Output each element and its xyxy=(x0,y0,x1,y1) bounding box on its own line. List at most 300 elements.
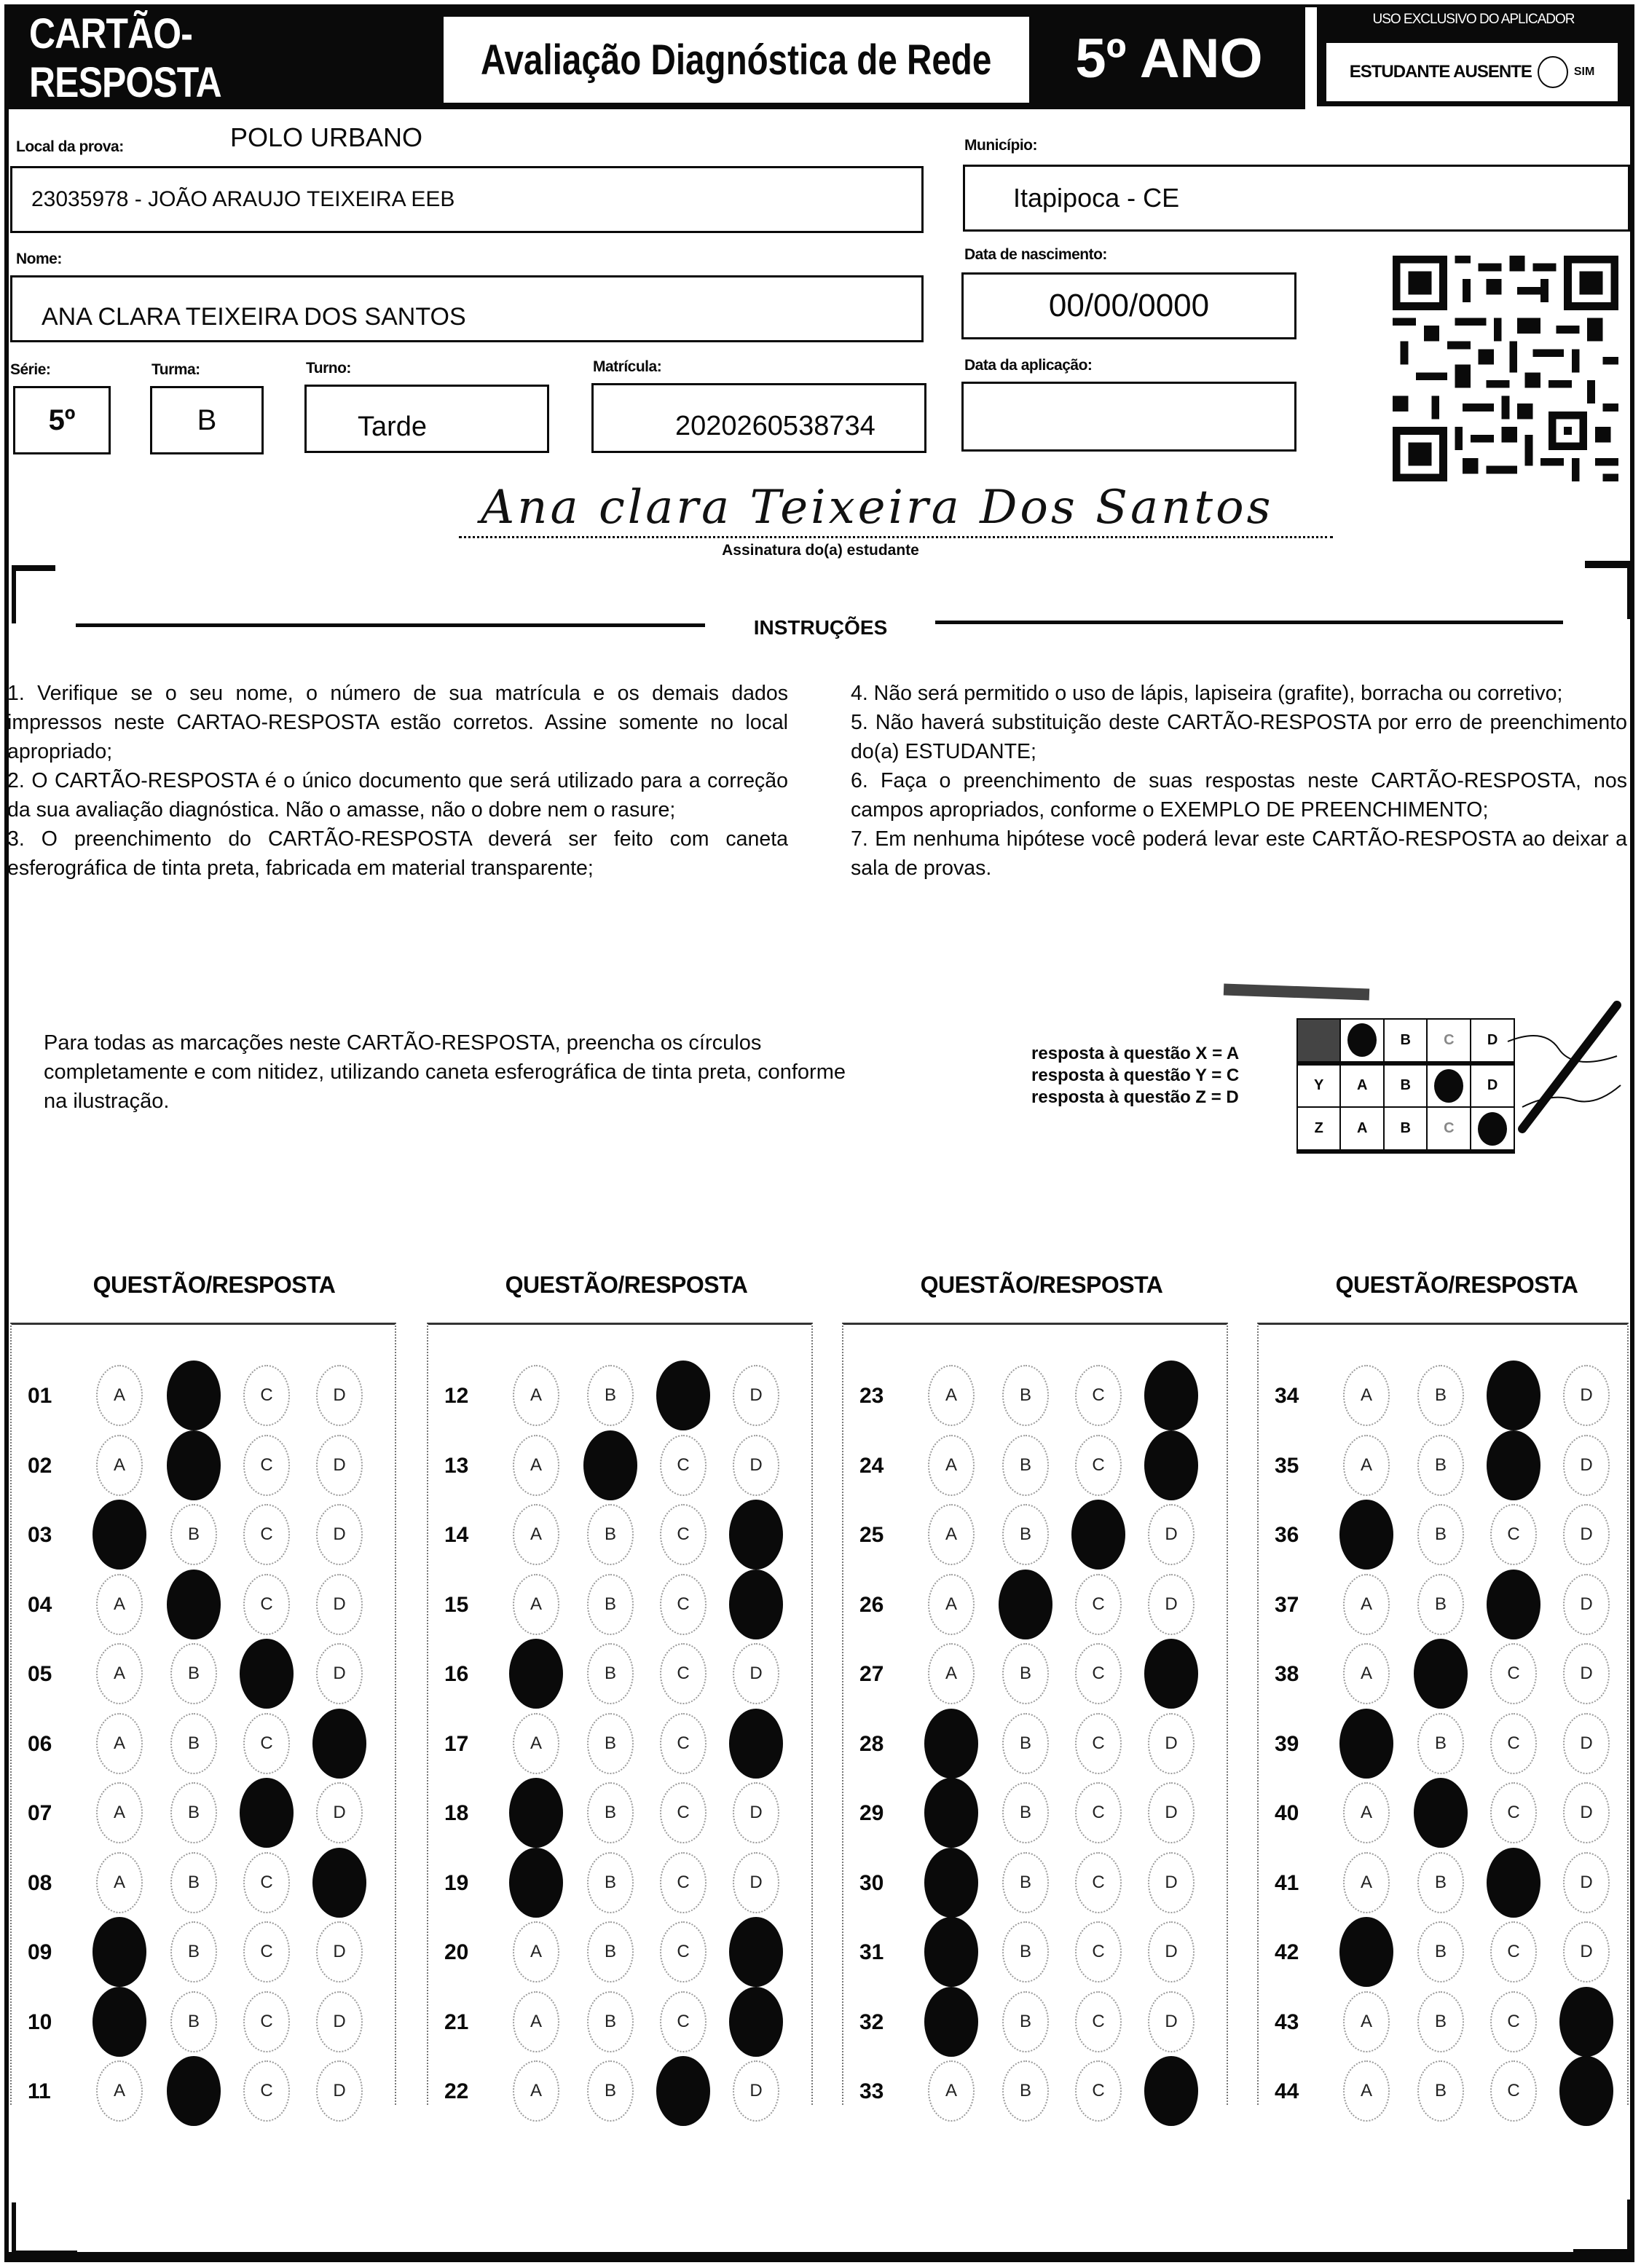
answer-bubble[interactable] xyxy=(1417,1504,1464,1565)
answer-bubble[interactable] xyxy=(587,1921,634,1982)
answer-bubble-filled[interactable] xyxy=(924,1709,978,1779)
option-letter xyxy=(1580,2081,1592,2101)
question-row xyxy=(428,1848,811,1918)
question-number: 44 xyxy=(1275,2079,1299,2103)
answer-bubble[interactable] xyxy=(1075,1365,1122,1426)
turno-label: Turno: xyxy=(306,360,351,377)
answer-bubble[interactable] xyxy=(1417,1713,1464,1774)
answer-bubble-filled[interactable] xyxy=(924,1848,978,1918)
instructions-left-column xyxy=(7,679,788,883)
question-number: 35 xyxy=(1275,1453,1299,1478)
turma-value: B xyxy=(197,403,217,436)
option-letter: D xyxy=(1165,1803,1178,1822)
answer-bubble-filled[interactable] xyxy=(656,2056,710,2126)
answer-bubble-filled[interactable] xyxy=(1144,1361,1198,1430)
answer-bubble[interactable] xyxy=(1563,1365,1610,1426)
question-number: 41 xyxy=(1275,1870,1299,1895)
option-letter xyxy=(1507,1594,1519,1615)
answer-bubble[interactable] xyxy=(243,1713,290,1774)
answer-bubble[interactable] xyxy=(660,1504,707,1565)
answer-bubble[interactable] xyxy=(243,2060,290,2122)
answer-bubble[interactable] xyxy=(96,1435,143,1496)
answer-bubble[interactable] xyxy=(170,1643,217,1704)
question-number: 15 xyxy=(444,1592,469,1617)
answer-bubble[interactable] xyxy=(96,1782,143,1843)
option-letter xyxy=(677,2081,689,2101)
answer-bubble-filled[interactable] xyxy=(93,1500,146,1570)
answer-bubble[interactable] xyxy=(170,1713,217,1774)
option-letter xyxy=(1507,1873,1519,1893)
answer-bubble-filled[interactable] xyxy=(583,1430,637,1500)
option-letter: B xyxy=(604,1803,616,1822)
option-letter xyxy=(530,1663,542,1684)
option-letter: A xyxy=(113,1385,125,1405)
question-row xyxy=(428,1918,811,1988)
answer-bubble[interactable] xyxy=(733,2060,779,2122)
answer-bubble[interactable] xyxy=(1417,1991,1464,2052)
answer-bubble[interactable] xyxy=(660,1713,707,1774)
answer-bubble[interactable] xyxy=(660,1991,707,2052)
option-letter: A xyxy=(1360,1803,1372,1822)
answer-bubble-filled[interactable] xyxy=(1487,1361,1540,1430)
answer-bubble[interactable] xyxy=(243,1365,290,1426)
answer-bubble-filled[interactable] xyxy=(729,1709,783,1779)
answer-bubble-filled[interactable] xyxy=(93,1917,146,1987)
answer-bubble-filled[interactable] xyxy=(167,1361,221,1430)
option-letter xyxy=(1165,1385,1177,1406)
answer-bubble[interactable] xyxy=(1148,1921,1195,1982)
option-letter: C xyxy=(1507,2011,1520,2031)
answer-bubble[interactable] xyxy=(1002,1852,1049,1913)
answer-bubble-filled[interactable] xyxy=(509,1848,563,1918)
question-number: 10 xyxy=(28,2009,52,2034)
answer-bubble[interactable] xyxy=(243,1991,290,2052)
answer-bubble[interactable] xyxy=(1417,1852,1464,1913)
answer-bubble[interactable] xyxy=(587,1782,634,1843)
option-letter: B xyxy=(1019,2081,1031,2100)
answer-bubble[interactable] xyxy=(513,2060,559,2122)
answer-bubble[interactable] xyxy=(170,1504,217,1565)
answer-bubble[interactable] xyxy=(96,1643,143,1704)
option-letter: C xyxy=(1507,2081,1520,2100)
option-letter xyxy=(945,1733,957,1754)
answer-bubble[interactable] xyxy=(1343,1852,1390,1913)
answer-bubble-filled[interactable] xyxy=(509,1778,563,1848)
student-signature: Ana clara Teixeira Dos Santos xyxy=(481,481,1274,535)
answer-bubble[interactable] xyxy=(513,1921,559,1982)
question-row xyxy=(12,1779,395,1848)
answer-bubble-filled[interactable] xyxy=(240,1639,294,1709)
answer-bubble[interactable] xyxy=(1563,1504,1610,1565)
answer-bubble[interactable] xyxy=(1490,1713,1537,1774)
option-letter xyxy=(114,1524,125,1545)
answer-bubble-filled[interactable] xyxy=(729,1570,783,1639)
option-letter: C xyxy=(677,1594,690,1614)
question-row xyxy=(1259,2057,1627,2127)
answer-bubble[interactable] xyxy=(1002,1643,1049,1704)
answer-bubble[interactable] xyxy=(96,2060,143,2122)
option-letter: C xyxy=(677,1942,690,1961)
answer-bubble[interactable] xyxy=(1490,1643,1537,1704)
option-letter: A xyxy=(530,2011,542,2031)
answer-bubble-filled[interactable] xyxy=(1487,1848,1540,1918)
answer-bubble-filled[interactable] xyxy=(312,1848,366,1918)
answer-bubble-filled[interactable] xyxy=(729,1917,783,1987)
answer-bubble-filled[interactable] xyxy=(1144,1639,1198,1709)
answer-column-3 xyxy=(842,1323,1228,2105)
answer-bubble[interactable] xyxy=(1075,1713,1122,1774)
answer-bubble[interactable] xyxy=(1563,1643,1610,1704)
answer-bubble[interactable] xyxy=(587,1643,634,1704)
answer-bubble[interactable] xyxy=(1148,1852,1195,1913)
answer-bubble[interactable] xyxy=(316,1643,363,1704)
nascimento-value: 00/00/0000 xyxy=(1048,288,1210,323)
answer-bubble-filled[interactable] xyxy=(729,1500,783,1570)
municipio-field xyxy=(963,165,1630,232)
answer-bubble[interactable] xyxy=(1343,1574,1390,1635)
option-letter: B xyxy=(1019,2011,1031,2031)
answer-bubble[interactable] xyxy=(1075,1921,1122,1982)
turma-field xyxy=(150,386,264,454)
applicator-title: USO EXCLUSIVO DO APLICADOR xyxy=(1372,12,1575,27)
answer-bubble-filled[interactable] xyxy=(167,1570,221,1639)
answer-bubble[interactable] xyxy=(1002,1782,1049,1843)
answer-column-1 xyxy=(10,1323,396,2105)
answer-bubble[interactable] xyxy=(170,1782,217,1843)
example-opt: B xyxy=(1384,1063,1427,1108)
option-letter: B xyxy=(1019,1733,1031,1753)
example-q: Y xyxy=(1297,1063,1340,1108)
answer-bubble-filled[interactable] xyxy=(999,1570,1052,1639)
option-letter: D xyxy=(333,1524,346,1544)
answer-bubble[interactable] xyxy=(1148,1782,1195,1843)
answer-bubble[interactable] xyxy=(1002,1435,1049,1496)
answer-bubble[interactable] xyxy=(1490,1782,1537,1843)
answer-bubble[interactable] xyxy=(587,1504,634,1565)
option-letter: B xyxy=(604,2081,616,2100)
option-letter: B xyxy=(604,1872,616,1892)
answer-bubble[interactable] xyxy=(1563,1921,1610,1982)
answer-bubble[interactable] xyxy=(96,1713,143,1774)
answer-bubble-filled[interactable] xyxy=(167,2056,221,2126)
question-number: 19 xyxy=(444,1870,469,1895)
answer-bubble[interactable] xyxy=(1002,1991,1049,2052)
option-letter xyxy=(1435,1663,1447,1684)
answer-bubble-filled[interactable] xyxy=(1559,1987,1613,2057)
answer-bubble-filled[interactable] xyxy=(167,1430,221,1500)
answer-bubble[interactable] xyxy=(928,2060,975,2122)
answer-bubble[interactable] xyxy=(660,1574,707,1635)
answer-bubble[interactable] xyxy=(587,1365,634,1426)
answer-bubble[interactable] xyxy=(1002,1713,1049,1774)
option-letter: A xyxy=(113,1803,125,1822)
answer-bubble[interactable] xyxy=(1417,1365,1464,1426)
option-letter: D xyxy=(749,1385,763,1405)
answer-bubble[interactable] xyxy=(1002,1504,1049,1565)
answer-bubble[interactable] xyxy=(96,1574,143,1635)
local-value: POLO URBANO xyxy=(230,122,423,152)
option-letter: C xyxy=(677,1524,690,1544)
answer-bubble-filled[interactable] xyxy=(1559,2056,1613,2126)
answer-bubble[interactable] xyxy=(587,1991,634,2052)
question-number: 31 xyxy=(859,1940,884,1964)
answer-bubble-filled[interactable] xyxy=(729,1987,783,2057)
question-row xyxy=(12,1988,395,2058)
answer-bubble[interactable] xyxy=(733,1852,779,1913)
answer-bubble[interactable] xyxy=(1490,2060,1537,2122)
answer-bubble[interactable] xyxy=(928,1643,975,1704)
option-letter: C xyxy=(1092,1594,1105,1614)
answer-bubble[interactable] xyxy=(513,1991,559,2052)
option-letter xyxy=(749,1733,762,1754)
option-letter: D xyxy=(1580,1733,1593,1753)
answer-bubble[interactable] xyxy=(1075,1435,1122,1496)
answer-bubble[interactable] xyxy=(1075,1643,1122,1704)
absent-bubble[interactable] xyxy=(1538,56,1568,88)
answer-bubble[interactable] xyxy=(1002,1921,1049,1982)
question-number: 08 xyxy=(28,1870,52,1895)
answer-bubble[interactable] xyxy=(1563,1435,1610,1496)
question-row xyxy=(843,1848,1227,1918)
answer-bubble[interactable] xyxy=(587,2060,634,2122)
answer-bubble[interactable] xyxy=(316,1504,363,1565)
answer-bubble[interactable] xyxy=(928,1504,975,1565)
answer-bubble[interactable] xyxy=(513,1574,559,1635)
answer-bubble-filled[interactable] xyxy=(240,1778,294,1848)
answer-bubble-filled[interactable] xyxy=(1144,1430,1198,1500)
option-letter xyxy=(1507,1455,1519,1476)
answer-bubble-filled[interactable] xyxy=(1339,1917,1393,1987)
nome-value: ANA CLARA TEIXEIRA DOS SANTOS xyxy=(42,302,466,331)
question-row xyxy=(428,1709,811,1779)
answer-bubble[interactable] xyxy=(1417,2060,1464,2122)
answer-bubble[interactable] xyxy=(513,1435,559,1496)
answer-bubble[interactable] xyxy=(96,1852,143,1913)
answer-bubble[interactable] xyxy=(316,2060,363,2122)
example-opt: D xyxy=(1471,1063,1514,1108)
option-letter: A xyxy=(530,1385,542,1405)
answer-bubble[interactable] xyxy=(1148,1991,1195,2052)
answer-bubble[interactable] xyxy=(316,1435,363,1496)
answer-bubble[interactable] xyxy=(170,1921,217,1982)
option-letter: A xyxy=(945,2081,957,2100)
answer-bubble[interactable] xyxy=(243,1852,290,1913)
option-letter: B xyxy=(1434,1385,1447,1405)
answer-bubble[interactable] xyxy=(587,1574,634,1635)
answer-bubble[interactable] xyxy=(1148,1574,1195,1635)
answer-bubble-filled[interactable] xyxy=(1414,1639,1468,1709)
example-filled xyxy=(1427,1063,1471,1108)
answer-bubble-filled[interactable] xyxy=(924,1987,978,2057)
option-letter xyxy=(114,1942,125,1962)
option-letter: C xyxy=(1092,2081,1105,2100)
answer-bubble[interactable] xyxy=(1563,1713,1610,1774)
option-letter: B xyxy=(187,1942,200,1961)
option-letter: D xyxy=(1580,1803,1593,1822)
option-letter: D xyxy=(333,1385,346,1405)
option-letter: D xyxy=(333,1594,346,1614)
answer-bubble[interactable] xyxy=(928,1435,975,1496)
answer-bubble[interactable] xyxy=(1343,1435,1390,1496)
option-letter: D xyxy=(749,2081,763,2100)
column-header: QUESTÃO/RESPOSTA xyxy=(93,1272,336,1298)
answer-bubble[interactable] xyxy=(1563,1782,1610,1843)
answer-bubble[interactable] xyxy=(1343,1991,1390,2052)
answer-bubble[interactable] xyxy=(660,1852,707,1913)
answer-bubble-filled[interactable] xyxy=(509,1639,563,1709)
answer-bubble[interactable] xyxy=(1343,1643,1390,1704)
answer-bubble[interactable] xyxy=(243,1504,290,1565)
option-letter: C xyxy=(260,1524,273,1544)
question-row xyxy=(1259,1918,1627,1988)
option-letter: C xyxy=(260,1733,273,1753)
answer-bubble[interactable] xyxy=(1417,1435,1464,1496)
instruction-item: 3. O preenchimento do CARTÃO-RESPOSTA deverá ser feito com caneta esferográfica de tinta preta, fabricada em material transparente; xyxy=(7,827,788,880)
answer-bubble[interactable] xyxy=(1417,1574,1464,1635)
answer-bubble[interactable] xyxy=(1075,1574,1122,1635)
answer-bubble-filled[interactable] xyxy=(924,1917,978,1987)
option-letter xyxy=(749,1942,762,1962)
answer-bubble[interactable] xyxy=(316,1782,363,1843)
answer-bubble-filled[interactable] xyxy=(1414,1778,1468,1848)
option-letter xyxy=(1580,2012,1592,2032)
answer-bubble-filled[interactable] xyxy=(312,1709,366,1779)
answer-bubble[interactable] xyxy=(1563,1852,1610,1913)
answer-bubble[interactable] xyxy=(660,1782,707,1843)
option-letter xyxy=(749,2012,762,2032)
answer-bubble[interactable] xyxy=(733,1643,779,1704)
answer-bubble[interactable] xyxy=(660,1643,707,1704)
answer-bubble[interactable] xyxy=(170,1991,217,2052)
answer-bubble[interactable] xyxy=(733,1365,779,1426)
answer-bubble[interactable] xyxy=(1075,1852,1122,1913)
answer-bubble[interactable] xyxy=(243,1435,290,1496)
answer-bubble[interactable] xyxy=(660,1921,707,1982)
answer-bubble[interactable] xyxy=(316,1991,363,2052)
answer-bubble[interactable] xyxy=(1002,2060,1049,2122)
column-header: QUESTÃO/RESPOSTA xyxy=(920,1272,1163,1298)
answer-bubble[interactable] xyxy=(316,1921,363,1982)
answer-bubble[interactable] xyxy=(587,1852,634,1913)
option-letter xyxy=(530,1873,542,1893)
answer-bubble[interactable] xyxy=(243,1574,290,1635)
answer-bubble[interactable] xyxy=(928,1365,975,1426)
corner-mark-top-left-v xyxy=(12,565,16,623)
answer-bubble-filled[interactable] xyxy=(1487,1570,1540,1639)
answer-bubble[interactable] xyxy=(1417,1921,1464,1982)
option-letter xyxy=(1435,1803,1447,1823)
option-letter: B xyxy=(1434,2011,1447,2031)
option-letter: C xyxy=(260,1385,273,1405)
answer-bubble[interactable] xyxy=(1075,2060,1122,2122)
absent-option-label: SIM xyxy=(1573,66,1595,78)
answer-bubble[interactable] xyxy=(587,1713,634,1774)
answer-bubble-filled[interactable] xyxy=(93,1987,146,2057)
answer-bubble[interactable] xyxy=(1148,1504,1195,1565)
school-value: 23035978 - JOÃO ARAUJO TEIXEIRA EEB xyxy=(31,187,455,211)
answer-bubble[interactable] xyxy=(1075,1782,1122,1843)
option-letter: C xyxy=(260,1942,273,1961)
question-number: 42 xyxy=(1275,1940,1299,1964)
answer-bubble[interactable] xyxy=(96,1365,143,1426)
option-letter: C xyxy=(260,1872,273,1892)
aplicacao-label: Data da aplicação: xyxy=(964,357,1093,374)
answer-bubble-filled[interactable] xyxy=(924,1778,978,1848)
option-letter: C xyxy=(1092,1872,1105,1892)
instructions-title: INSTRUÇÕES xyxy=(753,616,888,639)
option-letter xyxy=(1361,1733,1372,1754)
answer-bubble[interactable] xyxy=(513,1504,559,1565)
option-letter: D xyxy=(1580,1942,1593,1961)
answer-bubble[interactable] xyxy=(513,1365,559,1426)
answer-bubble[interactable] xyxy=(316,1574,363,1635)
question-number: 14 xyxy=(444,1523,469,1547)
answer-bubble[interactable] xyxy=(1490,1991,1537,2052)
question-number: 11 xyxy=(28,2079,51,2103)
answer-bubble[interactable] xyxy=(1002,1365,1049,1426)
answer-bubble[interactable] xyxy=(733,1435,779,1496)
answer-bubble[interactable] xyxy=(660,1435,707,1496)
example-q: Z xyxy=(1297,1107,1340,1151)
question-number: 32 xyxy=(859,2009,884,2034)
column-header: QUESTÃO/RESPOSTA xyxy=(1335,1272,1578,1298)
example-opt: C xyxy=(1427,1019,1471,1063)
question-number: 30 xyxy=(859,1870,884,1895)
corner-mark-top-left xyxy=(12,565,55,571)
instruction-item: 1. Verifique se o seu nome, o número de sua matrícula e os demais dados impressos neste CARTAO-RESPOSTA estão corretos. Assine somente no local apropriado; xyxy=(7,682,788,763)
answer-bubble[interactable] xyxy=(733,1782,779,1843)
question-number: 18 xyxy=(444,1801,469,1825)
option-letter: D xyxy=(1165,1594,1178,1614)
question-number: 26 xyxy=(859,1592,884,1617)
answer-bubble[interactable] xyxy=(1343,1782,1390,1843)
answer-bubble-filled[interactable] xyxy=(1071,1500,1125,1570)
answer-bubble[interactable] xyxy=(513,1713,559,1774)
answer-bubble-filled[interactable] xyxy=(1339,1500,1393,1570)
option-letter: A xyxy=(113,2081,125,2100)
question-row xyxy=(843,1639,1227,1709)
answer-bubble-filled[interactable] xyxy=(1339,1709,1393,1779)
answer-bubble[interactable] xyxy=(1490,1921,1537,1982)
answer-bubble[interactable] xyxy=(928,1574,975,1635)
answer-bubble[interactable] xyxy=(316,1365,363,1426)
option-letter: A xyxy=(1360,1454,1372,1475)
question-row xyxy=(1259,1500,1627,1570)
pen-hand-illustration-icon xyxy=(1500,998,1624,1143)
answer-bubble[interactable] xyxy=(1343,2060,1390,2122)
answer-bubble-filled[interactable] xyxy=(656,1361,710,1430)
corner-mark-bottom-right-v xyxy=(1627,2200,1632,2256)
answer-bubble[interactable] xyxy=(1148,1713,1195,1774)
question-row xyxy=(12,1361,395,1431)
option-letter xyxy=(188,1385,200,1406)
answer-bubble[interactable] xyxy=(170,1852,217,1913)
answer-bubble-filled[interactable] xyxy=(1144,2056,1198,2126)
question-row xyxy=(843,1431,1227,1501)
local-label: Local da prova: xyxy=(16,138,124,155)
evaluation-title xyxy=(441,15,1031,105)
option-letter xyxy=(114,2012,125,2032)
answer-bubble[interactable] xyxy=(243,1921,290,1982)
answer-bubble-filled[interactable] xyxy=(1487,1430,1540,1500)
answer-bubble[interactable] xyxy=(1563,1574,1610,1635)
question-number: 24 xyxy=(859,1453,884,1478)
answer-bubble[interactable] xyxy=(1490,1504,1537,1565)
question-number: 20 xyxy=(444,1940,469,1964)
answer-bubble[interactable] xyxy=(1343,1365,1390,1426)
answer-bubble[interactable] xyxy=(1075,1991,1122,2052)
option-letter xyxy=(188,2081,200,2101)
